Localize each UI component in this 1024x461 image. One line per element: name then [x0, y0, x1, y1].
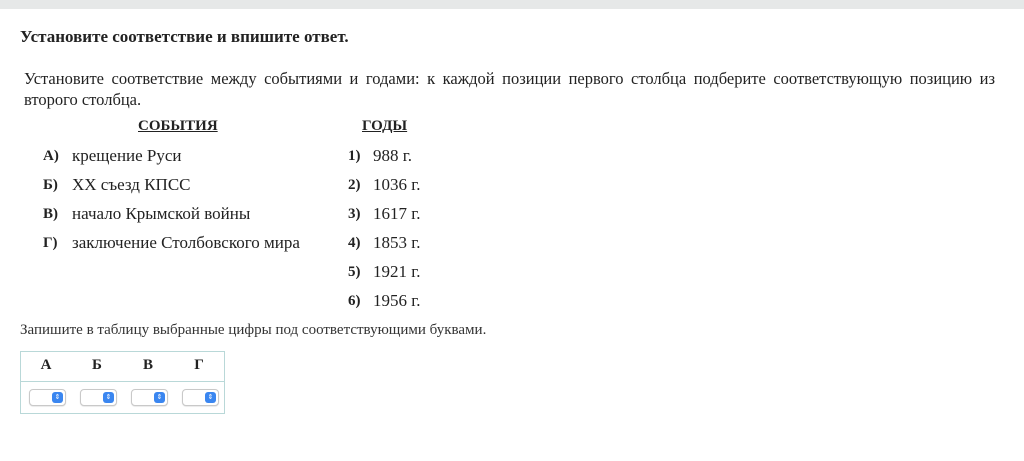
- year-text: 1921 г.: [373, 262, 421, 281]
- event-letter: Б): [43, 177, 58, 193]
- event-text: XX съезд КПСС: [72, 175, 191, 194]
- answer-select-g[interactable]: [182, 389, 219, 406]
- answer-table-header: [21, 352, 224, 382]
- answer-column-label: В: [142, 357, 153, 373]
- year-text: 1617 г.: [373, 204, 421, 223]
- task-heading: Установите соответствие и впишите ответ.: [20, 27, 349, 46]
- year-number: 1): [348, 148, 361, 164]
- up-down-chevron-icon: ⇕: [52, 392, 63, 403]
- year-number: 3): [348, 206, 361, 222]
- event-text: заключение Столбовского мира: [72, 233, 300, 252]
- event-letter: В): [43, 206, 58, 222]
- events-column-header: СОБЫТИЯ: [138, 118, 218, 134]
- question-text: Установите соответствие между событиями и годами: к каждой позиции первого столбца подберите соответствующую позицию из второго столбца.: [24, 69, 995, 109]
- answer-select-a[interactable]: [29, 389, 66, 406]
- answer-instruction: Запишите в таблицу выбранные цифры под соответствующими буквами.: [20, 322, 487, 338]
- event-text: крещение Руси: [72, 146, 182, 165]
- answer-table: [20, 351, 225, 414]
- answer-column-label: Г: [194, 357, 204, 373]
- up-down-chevron-icon: ⇕: [154, 392, 165, 403]
- year-number: 6): [348, 293, 361, 309]
- year-text: 1956 г.: [373, 291, 421, 310]
- year-number: 2): [348, 177, 361, 193]
- year-text: 988 г.: [373, 146, 413, 165]
- answer-select-b[interactable]: [80, 389, 117, 406]
- year-text: 1853 г.: [373, 233, 421, 252]
- event-letter: Г): [43, 235, 58, 251]
- year-number: 5): [348, 264, 361, 280]
- event-text: начало Крымской войны: [72, 204, 251, 223]
- top-bar: [0, 0, 1024, 9]
- year-number: 4): [348, 235, 361, 251]
- event-letter: А): [43, 148, 59, 164]
- answer-select-v[interactable]: [131, 389, 168, 406]
- years-column-header: ГОДЫ: [362, 118, 408, 134]
- up-down-chevron-icon: ⇕: [103, 392, 114, 403]
- answer-column-label: А: [40, 357, 52, 373]
- year-text: 1036 г.: [373, 175, 421, 194]
- answer-column-label: Б: [92, 357, 102, 373]
- up-down-chevron-icon: ⇕: [205, 392, 216, 403]
